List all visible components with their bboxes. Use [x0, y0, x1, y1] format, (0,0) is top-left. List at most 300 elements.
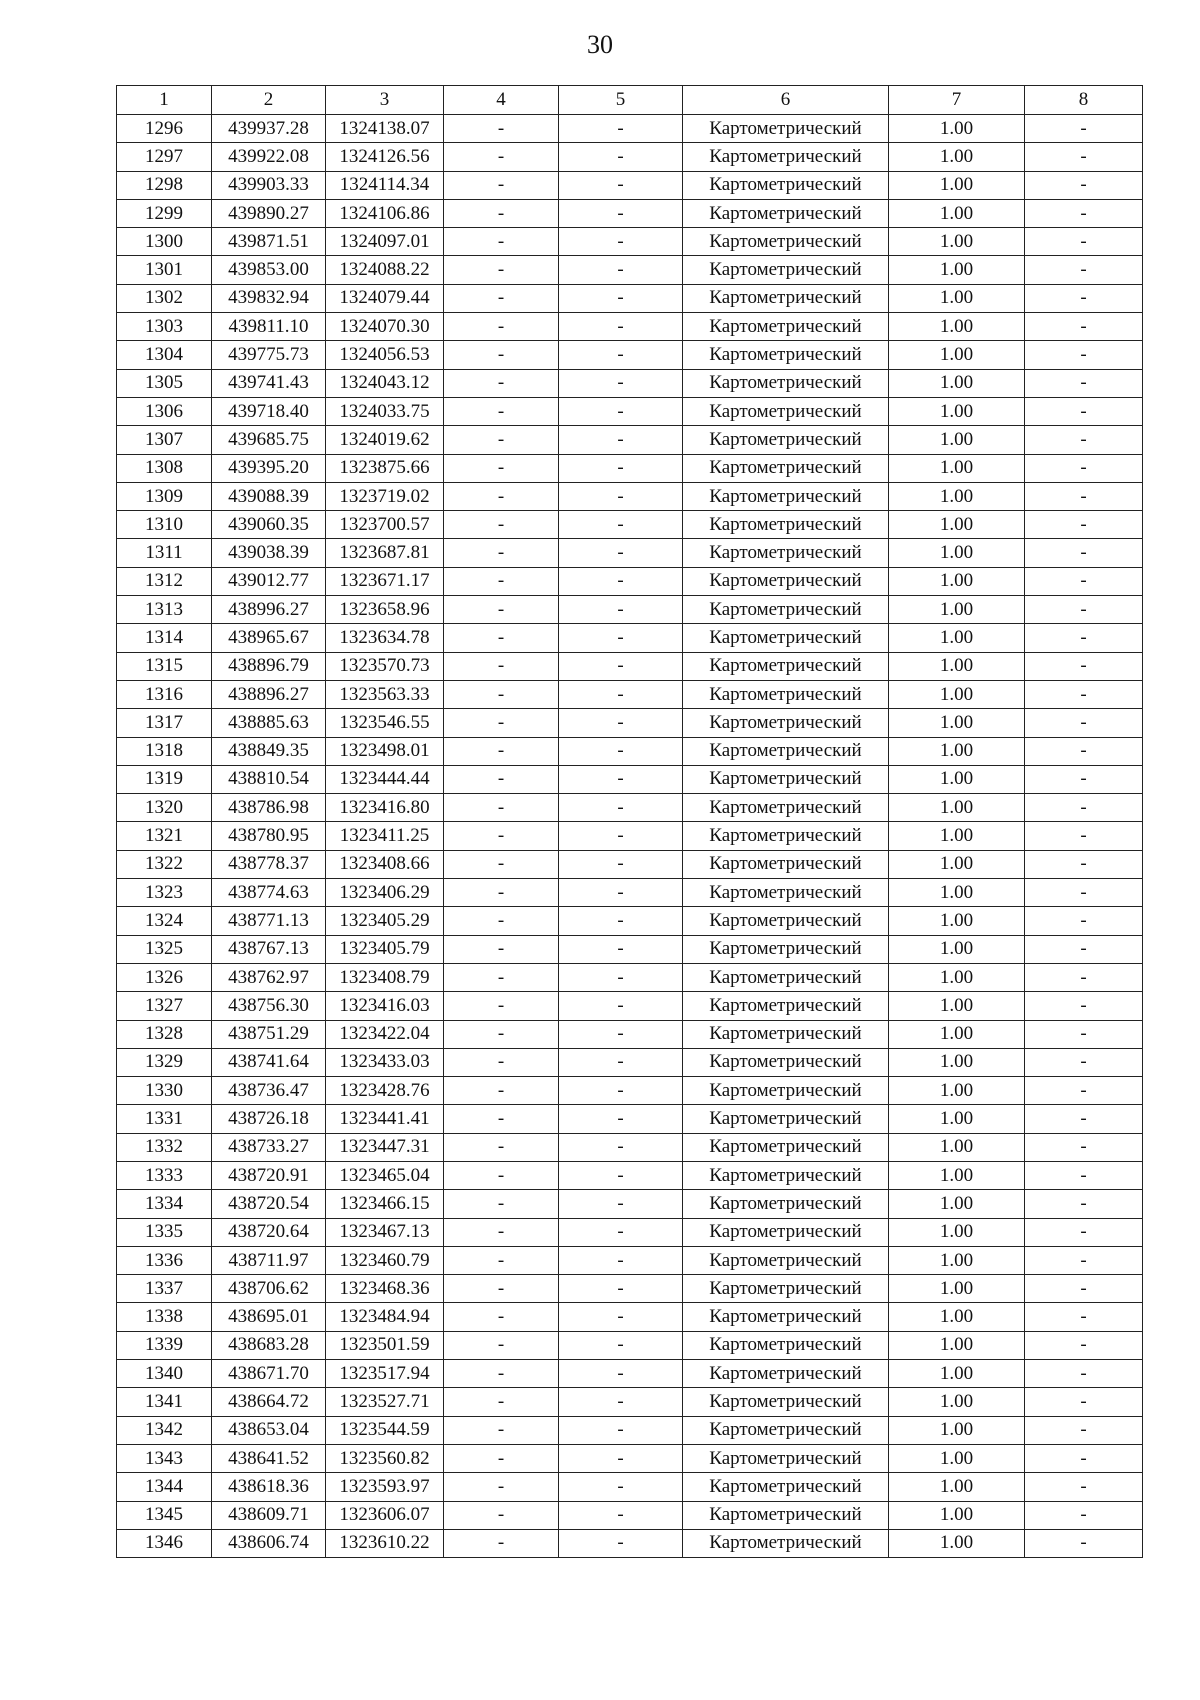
col4-cell: -: [444, 199, 559, 227]
table-row: [117, 228, 1143, 256]
accuracy-cell: 1.00: [889, 596, 1025, 624]
col5-cell: -: [559, 341, 683, 369]
x-coordinate-cell: 439718.40: [212, 397, 326, 425]
y-coordinate-cell: 1323466.15: [326, 1190, 444, 1218]
table-row: [117, 511, 1143, 539]
table-row: [117, 426, 1143, 454]
col5-cell: -: [559, 850, 683, 878]
method-cell: Картометрический: [683, 709, 889, 737]
accuracy-cell: 1.00: [889, 1473, 1025, 1501]
table-row: [117, 1190, 1143, 1218]
col5-cell: -: [559, 284, 683, 312]
col8-cell: -: [1025, 511, 1143, 539]
col5-cell: -: [559, 199, 683, 227]
col8-cell: -: [1025, 1388, 1143, 1416]
y-coordinate-cell: 1323563.33: [326, 680, 444, 708]
col5-cell: -: [559, 115, 683, 143]
col8-cell: -: [1025, 765, 1143, 793]
col5-cell: -: [559, 369, 683, 397]
table-row: [117, 765, 1143, 793]
col5-cell: -: [559, 1529, 683, 1557]
table-row: [117, 879, 1143, 907]
accuracy-cell: 1.00: [889, 1190, 1025, 1218]
x-coordinate-cell: 439922.08: [212, 143, 326, 171]
col8-cell: -: [1025, 850, 1143, 878]
col4-cell: -: [444, 1218, 559, 1246]
x-coordinate-cell: 439741.43: [212, 369, 326, 397]
x-coordinate-cell: 439038.39: [212, 539, 326, 567]
accuracy-cell: 1.00: [889, 652, 1025, 680]
y-coordinate-cell: 1323416.03: [326, 992, 444, 1020]
col4-cell: -: [444, 1529, 559, 1557]
point-number-cell: 1298: [117, 171, 212, 199]
col5-cell: -: [559, 426, 683, 454]
col4-cell: -: [444, 992, 559, 1020]
accuracy-cell: 1.00: [889, 1218, 1025, 1246]
point-number-cell: 1311: [117, 539, 212, 567]
y-coordinate-cell: 1323517.94: [326, 1360, 444, 1388]
col4-cell: -: [444, 454, 559, 482]
y-coordinate-cell: 1323405.29: [326, 907, 444, 935]
y-coordinate-cell: 1324056.53: [326, 341, 444, 369]
method-cell: Картометрический: [683, 1218, 889, 1246]
method-cell: Картометрический: [683, 482, 889, 510]
accuracy-cell: 1.00: [889, 1048, 1025, 1076]
col5-cell: -: [559, 1444, 683, 1472]
table-row: [117, 115, 1143, 143]
col5-cell: -: [559, 879, 683, 907]
col8-cell: -: [1025, 879, 1143, 907]
col8-cell: -: [1025, 454, 1143, 482]
accuracy-cell: 1.00: [889, 115, 1025, 143]
col8-cell: -: [1025, 1020, 1143, 1048]
accuracy-cell: 1.00: [889, 228, 1025, 256]
col5-cell: -: [559, 1246, 683, 1274]
y-coordinate-cell: 1323433.03: [326, 1048, 444, 1076]
col4-cell: -: [444, 256, 559, 284]
col5-cell: -: [559, 1501, 683, 1529]
col8-cell: -: [1025, 228, 1143, 256]
x-coordinate-cell: 438885.63: [212, 709, 326, 737]
y-coordinate-cell: 1323428.76: [326, 1077, 444, 1105]
table-row: [117, 256, 1143, 284]
col4-cell: -: [444, 313, 559, 341]
col4-cell: -: [444, 794, 559, 822]
method-cell: Картометрический: [683, 115, 889, 143]
col4-cell: -: [444, 426, 559, 454]
table-row: [117, 1020, 1143, 1048]
accuracy-cell: 1.00: [889, 1020, 1025, 1048]
y-coordinate-cell: 1323408.79: [326, 963, 444, 991]
col8-cell: -: [1025, 1444, 1143, 1472]
x-coordinate-cell: 438606.74: [212, 1529, 326, 1557]
point-number-cell: 1299: [117, 199, 212, 227]
accuracy-cell: 1.00: [889, 284, 1025, 312]
y-coordinate-cell: 1323634.78: [326, 624, 444, 652]
table-row: [117, 1416, 1143, 1444]
method-cell: Картометрический: [683, 963, 889, 991]
x-coordinate-cell: 439811.10: [212, 313, 326, 341]
accuracy-cell: 1.00: [889, 624, 1025, 652]
col5-cell: -: [559, 737, 683, 765]
method-cell: Картометрический: [683, 1275, 889, 1303]
col5-cell: -: [559, 1275, 683, 1303]
col8-cell: -: [1025, 1133, 1143, 1161]
col4-cell: -: [444, 1275, 559, 1303]
point-number-cell: 1335: [117, 1218, 212, 1246]
col4-cell: -: [444, 539, 559, 567]
method-cell: Картометрический: [683, 1416, 889, 1444]
method-cell: Картометрический: [683, 397, 889, 425]
method-cell: Картометрический: [683, 454, 889, 482]
col8-cell: -: [1025, 482, 1143, 510]
col8-cell: -: [1025, 1077, 1143, 1105]
col4-cell: -: [444, 596, 559, 624]
col8-cell: -: [1025, 1473, 1143, 1501]
y-coordinate-cell: 1324019.62: [326, 426, 444, 454]
method-cell: Картометрический: [683, 765, 889, 793]
col4-cell: -: [444, 737, 559, 765]
method-cell: Картометрический: [683, 794, 889, 822]
point-number-cell: 1314: [117, 624, 212, 652]
point-number-cell: 1306: [117, 397, 212, 425]
method-cell: Картометрический: [683, 539, 889, 567]
table-row: [117, 1218, 1143, 1246]
y-coordinate-cell: 1323527.71: [326, 1388, 444, 1416]
accuracy-cell: 1.00: [889, 1105, 1025, 1133]
col8-cell: -: [1025, 1529, 1143, 1557]
method-cell: Картометрический: [683, 1190, 889, 1218]
table-row: [117, 1077, 1143, 1105]
page-number: 30: [587, 30, 613, 59]
col4-cell: -: [444, 1303, 559, 1331]
accuracy-cell: 1.00: [889, 143, 1025, 171]
col5-cell: -: [559, 1416, 683, 1444]
col5-cell: -: [559, 1218, 683, 1246]
col8-cell: -: [1025, 907, 1143, 935]
col5-cell: -: [559, 1133, 683, 1161]
accuracy-cell: 1.00: [889, 680, 1025, 708]
accuracy-cell: 1.00: [889, 1077, 1025, 1105]
x-coordinate-cell: 438762.97: [212, 963, 326, 991]
col8-cell: -: [1025, 199, 1143, 227]
col8-cell: -: [1025, 624, 1143, 652]
table-header-row: [117, 86, 1143, 115]
col4-cell: -: [444, 567, 559, 595]
col5-cell: -: [559, 256, 683, 284]
accuracy-cell: 1.00: [889, 1246, 1025, 1274]
col4-cell: -: [444, 822, 559, 850]
method-cell: Картометрический: [683, 143, 889, 171]
x-coordinate-cell: 438810.54: [212, 765, 326, 793]
x-coordinate-cell: 438780.95: [212, 822, 326, 850]
col5-cell: -: [559, 454, 683, 482]
col8-cell: -: [1025, 1161, 1143, 1189]
accuracy-cell: 1.00: [889, 1444, 1025, 1472]
x-coordinate-cell: 438720.64: [212, 1218, 326, 1246]
y-coordinate-cell: 1324106.86: [326, 199, 444, 227]
col4-cell: -: [444, 879, 559, 907]
table-row: [117, 199, 1143, 227]
y-coordinate-cell: 1323484.94: [326, 1303, 444, 1331]
x-coordinate-cell: 439775.73: [212, 341, 326, 369]
point-number-cell: 1296: [117, 115, 212, 143]
x-coordinate-cell: 439685.75: [212, 426, 326, 454]
accuracy-cell: 1.00: [889, 199, 1025, 227]
point-number-cell: 1336: [117, 1246, 212, 1274]
table-row: [117, 284, 1143, 312]
x-coordinate-cell: 439832.94: [212, 284, 326, 312]
col8-cell: -: [1025, 539, 1143, 567]
method-cell: Картометрический: [683, 1246, 889, 1274]
table-row: [117, 1048, 1143, 1076]
accuracy-cell: 1.00: [889, 397, 1025, 425]
col4-cell: -: [444, 963, 559, 991]
table-row: [117, 369, 1143, 397]
col8-cell: -: [1025, 822, 1143, 850]
table-row: [117, 1246, 1143, 1274]
accuracy-cell: 1.00: [889, 1303, 1025, 1331]
point-number-cell: 1308: [117, 454, 212, 482]
x-coordinate-cell: 438609.71: [212, 1501, 326, 1529]
col5-cell: -: [559, 1161, 683, 1189]
table-row: [117, 1501, 1143, 1529]
x-coordinate-cell: 438733.27: [212, 1133, 326, 1161]
table-row: [117, 1444, 1143, 1472]
col4-cell: -: [444, 1077, 559, 1105]
col4-cell: -: [444, 765, 559, 793]
col8-cell: -: [1025, 256, 1143, 284]
x-coordinate-cell: 438726.18: [212, 1105, 326, 1133]
y-coordinate-cell: 1323406.29: [326, 879, 444, 907]
x-coordinate-cell: 438671.70: [212, 1360, 326, 1388]
point-number-cell: 1326: [117, 963, 212, 991]
col8-cell: -: [1025, 1416, 1143, 1444]
x-coordinate-cell: 438741.64: [212, 1048, 326, 1076]
col4-cell: -: [444, 1190, 559, 1218]
col8-cell: -: [1025, 1331, 1143, 1359]
x-coordinate-cell: 438965.67: [212, 624, 326, 652]
col8-cell: -: [1025, 1501, 1143, 1529]
method-cell: Картометрический: [683, 822, 889, 850]
method-cell: Картометрический: [683, 992, 889, 1020]
col4-cell: -: [444, 397, 559, 425]
method-cell: Картометрический: [683, 850, 889, 878]
table-row: [117, 1105, 1143, 1133]
col5-cell: -: [559, 397, 683, 425]
x-coordinate-cell: 439871.51: [212, 228, 326, 256]
point-number-cell: 1307: [117, 426, 212, 454]
point-number-cell: 1333: [117, 1161, 212, 1189]
col8-cell: -: [1025, 1275, 1143, 1303]
method-cell: Картометрический: [683, 652, 889, 680]
x-coordinate-cell: 438767.13: [212, 935, 326, 963]
point-number-cell: 1302: [117, 284, 212, 312]
accuracy-cell: 1.00: [889, 1275, 1025, 1303]
table-row: [117, 652, 1143, 680]
method-cell: Картометрический: [683, 313, 889, 341]
point-number-cell: 1321: [117, 822, 212, 850]
point-number-cell: 1325: [117, 935, 212, 963]
col5-cell: -: [559, 1105, 683, 1133]
col4-cell: -: [444, 143, 559, 171]
col5-cell: -: [559, 1360, 683, 1388]
x-coordinate-cell: 439937.28: [212, 115, 326, 143]
col5-cell: -: [559, 822, 683, 850]
column-header: 5: [559, 86, 683, 115]
x-coordinate-cell: 439853.00: [212, 256, 326, 284]
x-coordinate-cell: 439903.33: [212, 171, 326, 199]
col5-cell: -: [559, 1331, 683, 1359]
point-number-cell: 1341: [117, 1388, 212, 1416]
col5-cell: -: [559, 624, 683, 652]
table-row: [117, 171, 1143, 199]
col5-cell: -: [559, 709, 683, 737]
x-coordinate-cell: 438641.52: [212, 1444, 326, 1472]
table-row: [117, 397, 1143, 425]
col4-cell: -: [444, 1473, 559, 1501]
method-cell: Картометрический: [683, 199, 889, 227]
col4-cell: -: [444, 680, 559, 708]
accuracy-cell: 1.00: [889, 482, 1025, 510]
col5-cell: -: [559, 907, 683, 935]
col4-cell: -: [444, 115, 559, 143]
x-coordinate-cell: 438771.13: [212, 907, 326, 935]
col5-cell: -: [559, 539, 683, 567]
table-row: [117, 313, 1143, 341]
col8-cell: -: [1025, 1190, 1143, 1218]
col5-cell: -: [559, 1020, 683, 1048]
table-row: [117, 1473, 1143, 1501]
method-cell: Картометрический: [683, 737, 889, 765]
accuracy-cell: 1.00: [889, 765, 1025, 793]
col8-cell: -: [1025, 652, 1143, 680]
y-coordinate-cell: 1323546.55: [326, 709, 444, 737]
y-coordinate-cell: 1323447.31: [326, 1133, 444, 1161]
col8-cell: -: [1025, 1048, 1143, 1076]
method-cell: Картометрический: [683, 1303, 889, 1331]
col4-cell: -: [444, 1105, 559, 1133]
y-coordinate-cell: 1324097.01: [326, 228, 444, 256]
point-number-cell: 1331: [117, 1105, 212, 1133]
col5-cell: -: [559, 228, 683, 256]
method-cell: Картометрический: [683, 1444, 889, 1472]
col5-cell: -: [559, 1190, 683, 1218]
col8-cell: -: [1025, 596, 1143, 624]
y-coordinate-cell: 1323700.57: [326, 511, 444, 539]
y-coordinate-cell: 1324079.44: [326, 284, 444, 312]
col4-cell: -: [444, 1048, 559, 1076]
col5-cell: -: [559, 143, 683, 171]
x-coordinate-cell: 438683.28: [212, 1331, 326, 1359]
point-number-cell: 1338: [117, 1303, 212, 1331]
col5-cell: -: [559, 313, 683, 341]
point-number-cell: 1319: [117, 765, 212, 793]
y-coordinate-cell: 1323544.59: [326, 1416, 444, 1444]
col8-cell: -: [1025, 1303, 1143, 1331]
accuracy-cell: 1.00: [889, 907, 1025, 935]
col8-cell: -: [1025, 171, 1143, 199]
col4-cell: -: [444, 1416, 559, 1444]
y-coordinate-cell: 1323408.66: [326, 850, 444, 878]
y-coordinate-cell: 1324070.30: [326, 313, 444, 341]
y-coordinate-cell: 1323468.36: [326, 1275, 444, 1303]
table-row: [117, 1331, 1143, 1359]
accuracy-cell: 1.00: [889, 850, 1025, 878]
accuracy-cell: 1.00: [889, 709, 1025, 737]
point-number-cell: 1303: [117, 313, 212, 341]
method-cell: Картометрический: [683, 1331, 889, 1359]
y-coordinate-cell: 1323422.04: [326, 1020, 444, 1048]
point-number-cell: 1320: [117, 794, 212, 822]
col4-cell: -: [444, 1331, 559, 1359]
y-coordinate-cell: 1323593.97: [326, 1473, 444, 1501]
col5-cell: -: [559, 1473, 683, 1501]
table-row: [117, 992, 1143, 1020]
column-header: 1: [117, 86, 212, 115]
x-coordinate-cell: 438736.47: [212, 1077, 326, 1105]
accuracy-cell: 1.00: [889, 341, 1025, 369]
point-number-cell: 1324: [117, 907, 212, 935]
col8-cell: -: [1025, 369, 1143, 397]
point-number-cell: 1300: [117, 228, 212, 256]
col5-cell: -: [559, 935, 683, 963]
table-row: [117, 1529, 1143, 1557]
x-coordinate-cell: 439890.27: [212, 199, 326, 227]
accuracy-cell: 1.00: [889, 737, 1025, 765]
table-body: [117, 115, 1143, 1558]
col8-cell: -: [1025, 1246, 1143, 1274]
y-coordinate-cell: 1323671.17: [326, 567, 444, 595]
method-cell: Картометрический: [683, 341, 889, 369]
y-coordinate-cell: 1323465.04: [326, 1161, 444, 1189]
method-cell: Картометрический: [683, 284, 889, 312]
y-coordinate-cell: 1323560.82: [326, 1444, 444, 1472]
point-number-cell: 1318: [117, 737, 212, 765]
method-cell: Картометрический: [683, 624, 889, 652]
table-row: [117, 794, 1143, 822]
col4-cell: -: [444, 482, 559, 510]
point-number-cell: 1342: [117, 1416, 212, 1444]
x-coordinate-cell: 438778.37: [212, 850, 326, 878]
table-row: [117, 1275, 1143, 1303]
y-coordinate-cell: 1324033.75: [326, 397, 444, 425]
accuracy-cell: 1.00: [889, 1133, 1025, 1161]
point-number-cell: 1346: [117, 1529, 212, 1557]
col4-cell: -: [444, 709, 559, 737]
x-coordinate-cell: 438896.79: [212, 652, 326, 680]
col8-cell: -: [1025, 992, 1143, 1020]
col8-cell: -: [1025, 1360, 1143, 1388]
y-coordinate-cell: 1324114.34: [326, 171, 444, 199]
col4-cell: -: [444, 1360, 559, 1388]
col8-cell: -: [1025, 737, 1143, 765]
point-number-cell: 1313: [117, 596, 212, 624]
col8-cell: -: [1025, 115, 1143, 143]
col4-cell: -: [444, 907, 559, 935]
y-coordinate-cell: 1323658.96: [326, 596, 444, 624]
col8-cell: -: [1025, 284, 1143, 312]
col4-cell: -: [444, 1388, 559, 1416]
col8-cell: -: [1025, 794, 1143, 822]
point-number-cell: 1317: [117, 709, 212, 737]
x-coordinate-cell: 439012.77: [212, 567, 326, 595]
x-coordinate-cell: 438695.01: [212, 1303, 326, 1331]
y-coordinate-cell: 1323411.25: [326, 822, 444, 850]
x-coordinate-cell: 439060.35: [212, 511, 326, 539]
accuracy-cell: 1.00: [889, 1360, 1025, 1388]
accuracy-cell: 1.00: [889, 879, 1025, 907]
